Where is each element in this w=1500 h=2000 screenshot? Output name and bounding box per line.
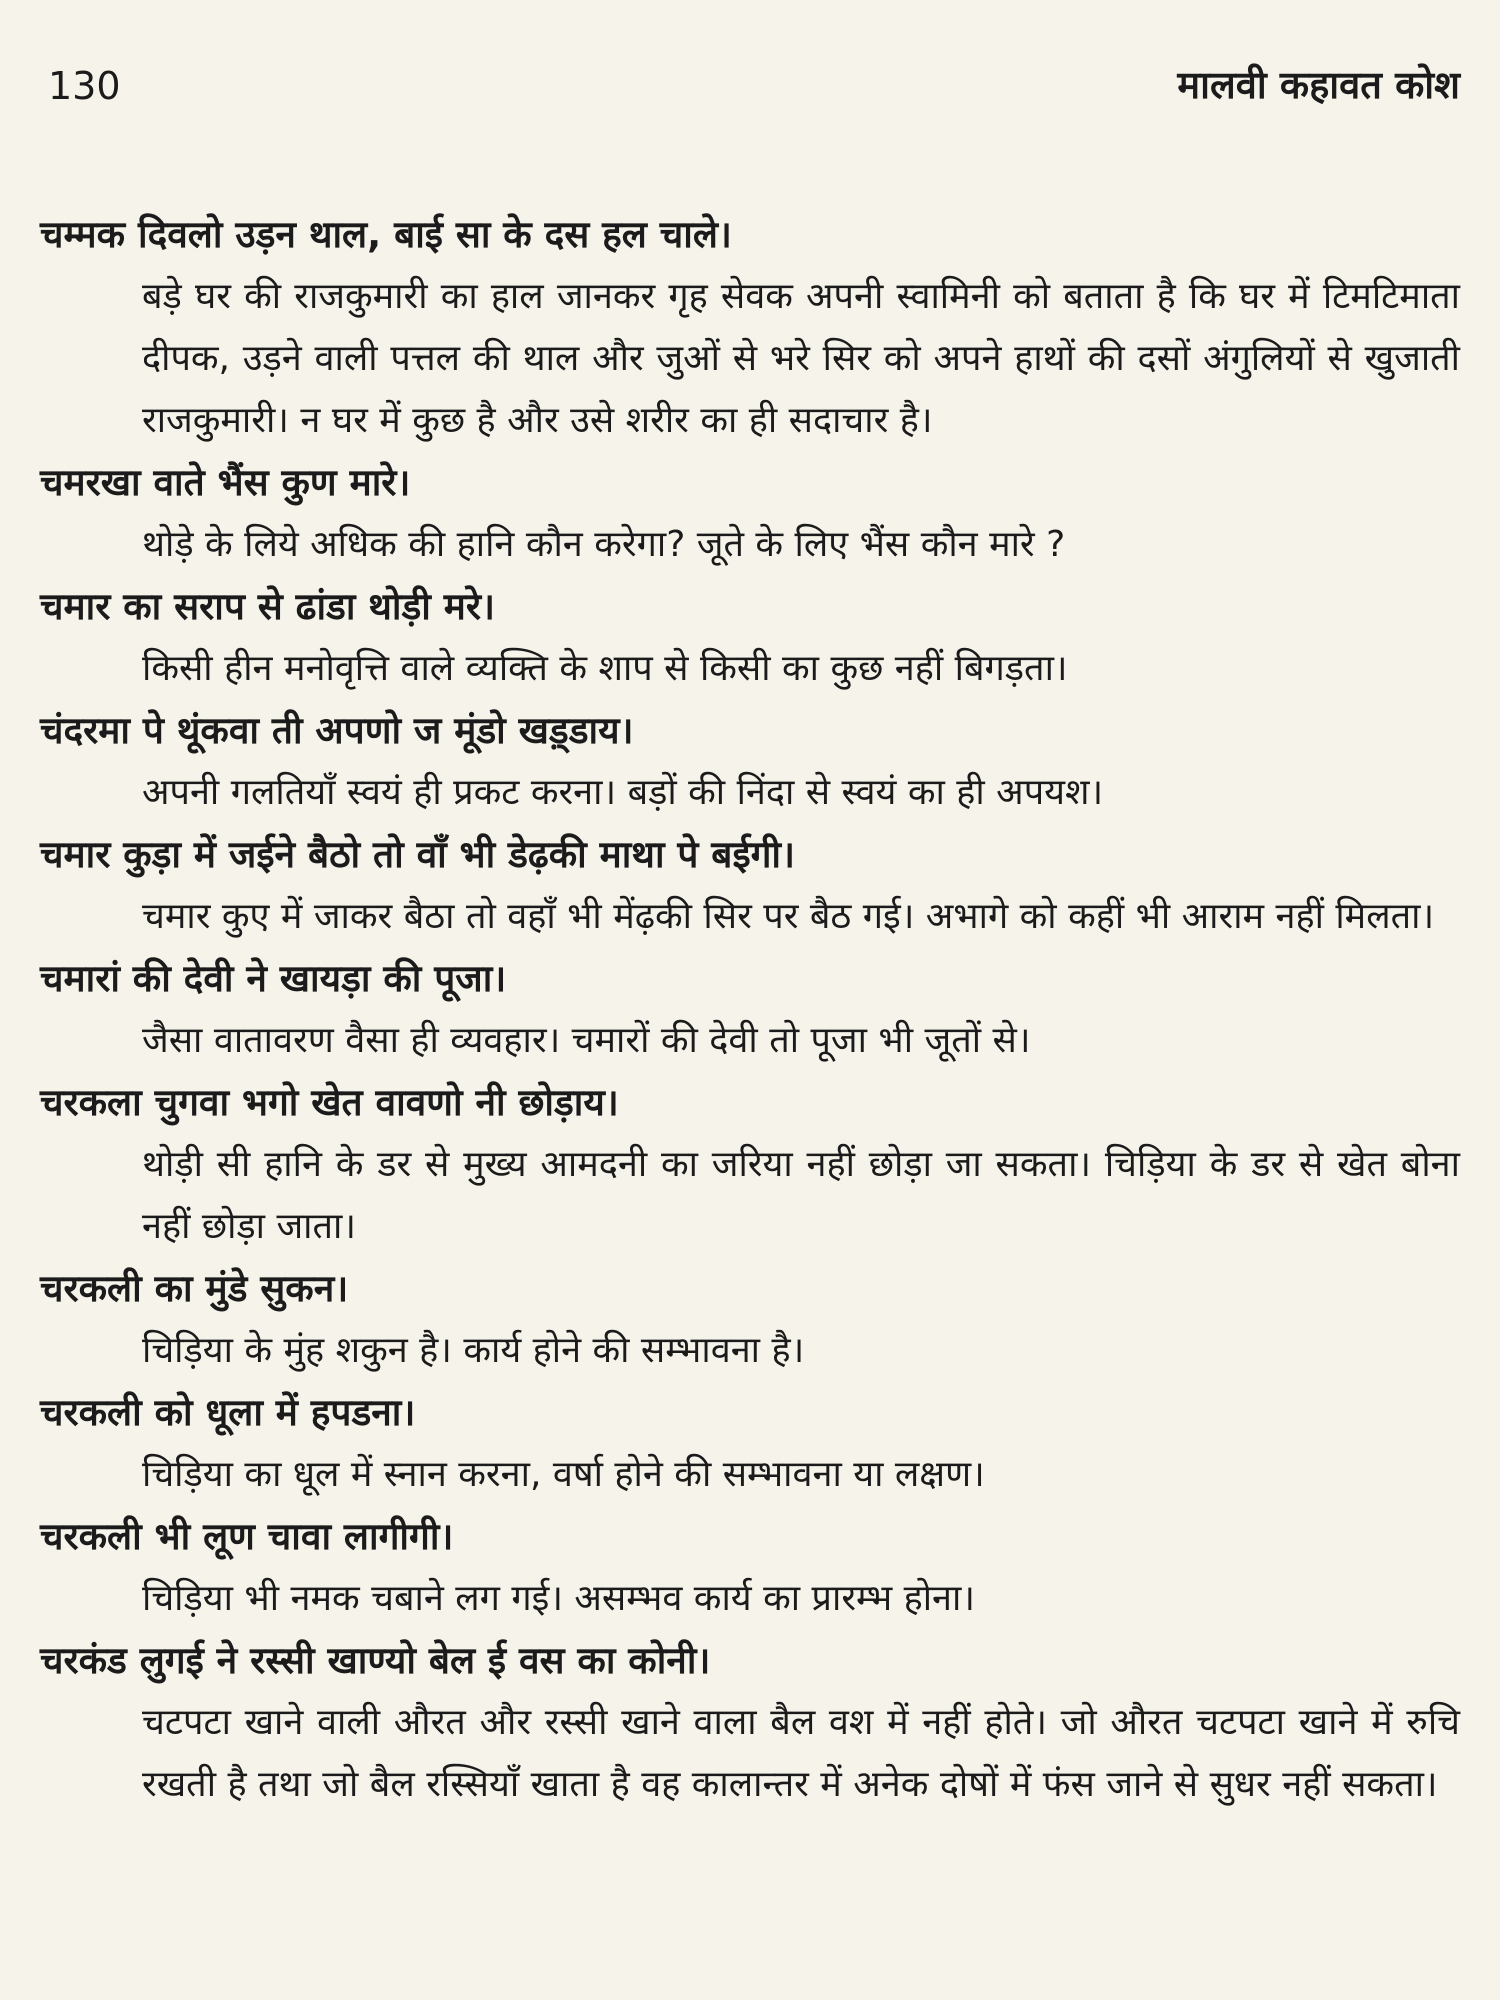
proverb-text: चमारां की देवी ने खायड़ा की पूजा।: [40, 957, 507, 1000]
book-title: मालवी कहावत कोश: [1177, 63, 1460, 107]
proverb-entry: [40, 948, 1460, 1072]
proverb-meaning: चिड़िया भी नमक चबाने लग गई। असम्भव कार्य का प्रारम्भ होना।: [142, 1578, 975, 1619]
proverb-meaning: चटपटा खाने वाली औरत और रस्सी खाने वाला बैल वश में नहीं होते। जो औरत चटपटा खाने में रुचि रखती है तथा जो बैल रस्सियाँ खाता है वह कालान्तर में अनेक दोषों में फंस जाने से सुधर नहीं सकता।: [142, 1702, 1461, 1805]
proverb-meaning: थोड़े के लिये अधिक की हानि कौन करेगा? जूते के लिए भैंस कौन मारे ?: [142, 524, 1066, 565]
proverb-text: चमार कुड़ा में जईने बैठो तो वाँ भी डेढ़की माथा पे बईगी।: [40, 833, 796, 876]
proverb-entry: [40, 700, 1460, 824]
proverb-meaning: किसी हीन मनोवृत्ति वाले व्यक्ति के शाप से किसी का कुछ नहीं बिगड़ता।: [142, 648, 1068, 689]
proverb-text: चरकंड लुगई ने रस्सी खाण्यो बेल ई वस का कोनी।: [40, 1639, 711, 1682]
proverb-text: चम्मक दिवलो उड़न थाल, बाई सा के दस हल चाले।: [40, 213, 732, 256]
proverb-text: चरकली को धूला में हपडना।: [40, 1391, 416, 1434]
proverb-entry: [40, 576, 1460, 700]
proverb-meaning: अपनी गलतियाँ स्वयं ही प्रकट करना। बड़ों की निंदा से स्वयं का ही अपयश।: [142, 772, 1104, 813]
proverb-entry: [40, 452, 1460, 576]
proverb-meaning: बड़े घर की राजकुमारी का हाल जानकर गृह सेवक अपनी स्वामिनी को बताता है कि घर में टिमटिमाता दीपक, उड़ने वाली पत्तल की थाल और जुओं से भरे सिर को अपने हाथों की दसों अंगुलियों से खुजाती राजकुमारी। न घर में कुछ है और उसे शरीर का ही सदाचार है।: [142, 276, 1460, 441]
proverb-entry: [40, 1072, 1460, 1258]
proverb-entry: [40, 1382, 1460, 1506]
proverb-meaning: चिड़िया के मुंह शकुन है। कार्य होने की सम्भावना है।: [142, 1330, 805, 1371]
proverb-entry: [40, 204, 1460, 452]
proverb-meaning: चिड़िया का धूल में स्नान करना, वर्षा होने की सम्भावना या लक्षण।: [142, 1454, 985, 1495]
proverb-list: [40, 204, 1460, 1816]
proverb-text: चंदरमा पे थूंकवा ती अपणो ज मूंडो खड़्डाय।: [40, 709, 634, 752]
proverb-entry: [40, 824, 1460, 948]
proverb-meaning: चमार कुए में जाकर बैठा तो वहाँ भी मेंढ़की सिर पर बैठ गई। अभागे को कहीं भी आराम नहीं मिलता।: [142, 896, 1435, 937]
proverb-meaning: जैसा वातावरण वैसा ही व्यवहार। चमारों की देवी तो पूजा भी जूतों से।: [142, 1020, 1031, 1061]
proverb-entry: [40, 1258, 1460, 1382]
page-header: [40, 52, 1460, 122]
page-number: 130: [48, 64, 121, 108]
proverb-text: चरकला चुगवा भगो खेत वावणो नी छोड़ाय।: [40, 1081, 619, 1124]
proverb-text: चमरखा वाते भैंस कुण मारे।: [40, 461, 411, 504]
proverb-entry: [40, 1630, 1460, 1816]
proverb-entry: [40, 1506, 1460, 1630]
proverb-text: चरकली भी लूण चावा लागीगी।: [40, 1515, 454, 1558]
proverb-meaning: थोड़ी सी हानि के डर से मुख्य आमदनी का जरिया नहीं छोड़ा जा सकता। चिड़िया के डर से खेत बोना नहीं छोड़ा जाता।: [142, 1144, 1460, 1247]
proverb-text: चमार का सराप से ढांडा थोड़ी मरे।: [40, 585, 496, 628]
proverb-text: चरकली का मुंडे सुकन।: [40, 1267, 349, 1310]
